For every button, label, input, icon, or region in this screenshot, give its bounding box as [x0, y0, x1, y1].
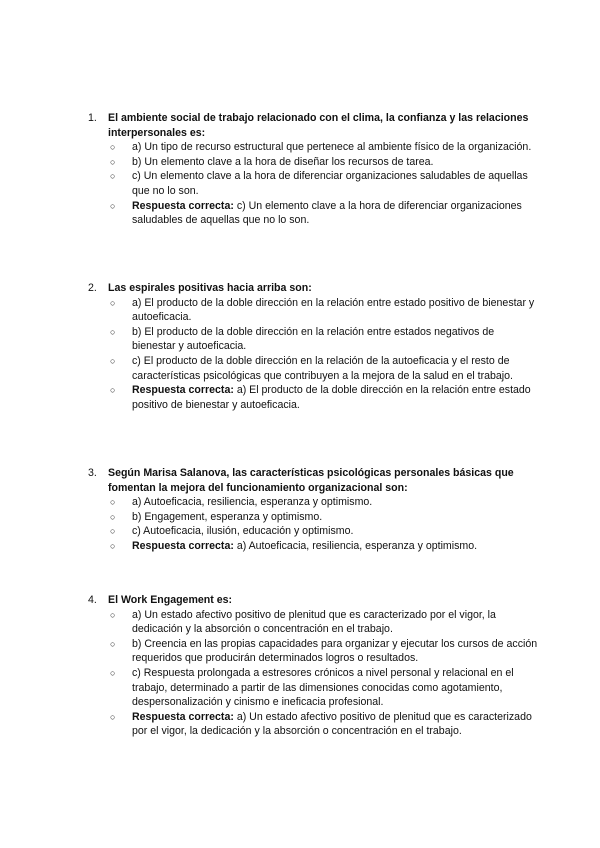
answer-item [108, 710, 538, 739]
question-4 [88, 593, 538, 739]
circle-bullet-icon: ○ [110, 156, 116, 167]
circle-bullet-icon: ○ [110, 171, 116, 182]
option-item: ○ b) Creencia en las propias capacidades para organizar y ejecutar los cursos de acción requeridos que producirán determinados logros o resultados. [110, 637, 538, 665]
option-item: ○ b) Engagement, esperanza y optimismo. [110, 510, 323, 523]
question-text: Las espirales positivas hacia arriba son: [108, 282, 312, 294]
option-item: ○ c) Respuesta prolongada a estresores crónicos a nivel personal y relacional en el trabajo, determinado a partir de las dimensiones conocidas como agotamiento, despersonalización y cinismo e ineficacia profesional. [110, 666, 514, 709]
circle-bullet-icon: ○ [110, 638, 116, 649]
circle-bullet-icon: ○ [110, 200, 116, 211]
option-item: ○ b) Un elemento clave a la hora de diseñar los recursos de tarea. [110, 155, 434, 168]
answer-label: Respuesta correcta: [132, 539, 234, 552]
circle-bullet-icon: ○ [110, 385, 116, 396]
option-item: ○ a) El producto de la doble dirección en la relación entre estado positivo de bienestar y autoeficacia. [110, 296, 535, 324]
circle-bullet-icon: ○ [110, 355, 116, 366]
option-item: ○ c) Un elemento clave a la hora de diferenciar organizaciones saludables de aquellas que no lo son. [110, 170, 528, 197]
option-item: ○ c) Autoeficacia, ilusión, educación y optimismo. [110, 525, 354, 538]
answer-item [108, 199, 538, 228]
circle-bullet-icon: ○ [110, 609, 116, 620]
option-item: ○ b) El producto de la doble dirección en la relación entre estados negativos de bienestar y autoeficacia. [110, 325, 495, 353]
question-number: 3. [88, 467, 97, 479]
answer-label: Respuesta correcta: [132, 199, 234, 212]
circle-bullet-icon: ○ [110, 297, 116, 308]
answer-label: Respuesta correcta: [132, 710, 234, 723]
circle-bullet-icon: ○ [110, 667, 116, 678]
option-list [88, 495, 538, 553]
answer-item [108, 539, 538, 554]
circle-bullet-icon: ○ [110, 711, 116, 722]
question-number: 1. [88, 112, 97, 124]
option-list [88, 140, 538, 228]
option-item: ○ a) Autoeficacia, resiliencia, esperanza y optimismo. [110, 496, 373, 509]
answer-label: Respuesta correcta: [132, 384, 234, 397]
question-number: 2. [88, 282, 97, 294]
circle-bullet-icon: ○ [110, 526, 116, 537]
question-text: Según Marisa Salanova, las características psicológicas personales básicas que fomentan la mejora del funcionamiento organizacional son: [108, 467, 514, 494]
question-text: El ambiente social de trabajo relacionado con el clima, la confianza y las relaciones interpersonales es: [108, 112, 529, 139]
question-text: El Work Engagement es: [108, 594, 233, 606]
circle-bullet-icon: ○ [110, 540, 116, 551]
option-item: ○ c) El producto de la doble dirección en la relación de la autoeficacia y el resto de características psicológicas que contribuyen a la mejora de la salud en el trabajo. [110, 354, 513, 382]
circle-bullet-icon: ○ [110, 326, 116, 337]
question-3 [88, 466, 538, 554]
answer-text: a) Un estado afectivo positivo de plenitud que es caracterizado por el vigor, la dedicación y la absorción o concentración en el trabajo. [132, 710, 532, 738]
option-item: ○ a) Un estado afectivo positivo de plenitud que es caracterizado por el vigor, la dedicación y la absorción o concentración en el trabajo. [110, 608, 496, 636]
answer-text: a) Autoeficacia, resiliencia, esperanza y optimismo. [233, 539, 478, 552]
question-1 [88, 111, 538, 228]
circle-bullet-icon: ○ [110, 511, 116, 522]
question-2 [88, 281, 538, 412]
answer-text: c) Un elemento clave a la hora de diferenciar organizaciones saludables de aquellas que no lo son. [132, 199, 522, 227]
circle-bullet-icon: ○ [110, 142, 116, 153]
answer-text: a) El producto de la doble dirección en la relación entre estado positivo de bienestar y autoeficacia. [132, 384, 531, 411]
circle-bullet-icon: ○ [110, 497, 116, 508]
option-list [88, 296, 538, 413]
option-list [88, 608, 538, 739]
option-item: ○ a) Un tipo de recurso estructural que pertenece al ambiente físico de la organización. [110, 141, 532, 154]
question-number: 4. [88, 594, 97, 606]
answer-item [108, 383, 538, 412]
